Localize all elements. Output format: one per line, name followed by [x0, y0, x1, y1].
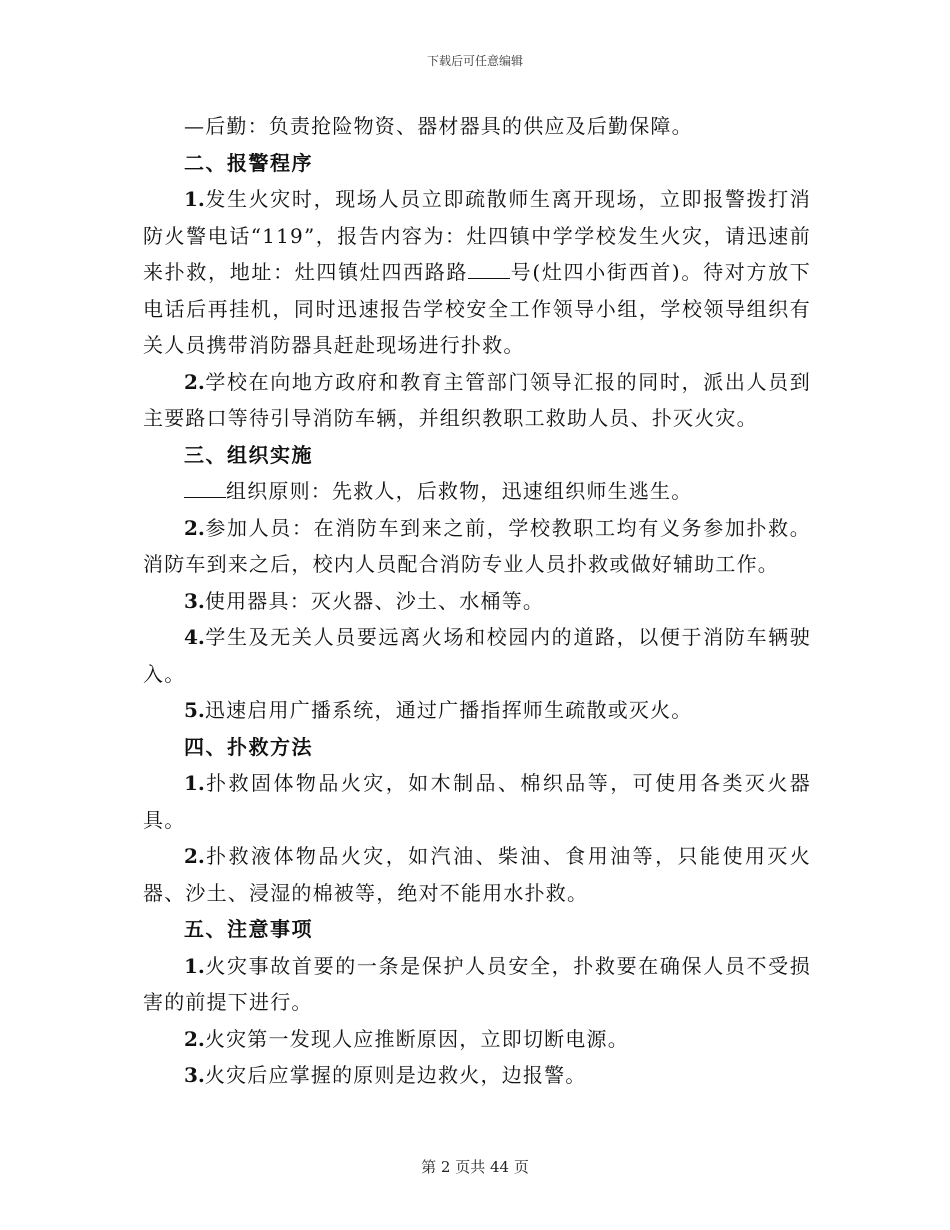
paragraph-text: 火灾事故首要的一条是保护人员安全，扑救要在确保人员不受损害的前提下进行。	[143, 953, 811, 1014]
item-number: 1.	[184, 953, 205, 978]
paragraph-precautions-2	[143, 1021, 811, 1058]
fill-blank	[468, 260, 510, 279]
paragraph-logistics: —后勤：负责抢险物资、器材器具的供应及后勤保障。	[184, 114, 693, 138]
paragraph-text: 使用器具：灭火器、沙土、水桶等。	[204, 588, 545, 613]
paragraph-text: 发生火灾时，现场人员立即疏散师生离开现场，立即报警拨打消防火警电话“119”，报告内容为：灶四镇中学学校发生火灾，请迅速前来扑救，地址：灶四镇灶四西路路	[143, 187, 811, 284]
paragraph-text: 学生及无关人员要远离火场和校园内的道路，以便于消防车辆驶入。	[143, 625, 811, 686]
section-heading-organization: 三、组织实施	[184, 442, 313, 467]
paragraph-organization-2	[143, 510, 811, 583]
document-body	[143, 108, 811, 1094]
paragraph-organization-1	[143, 473, 811, 510]
paragraph-organization-3	[143, 583, 811, 620]
item-number: 2.	[184, 1026, 205, 1051]
paragraph-text: 火灾第一发现人应推断原因，立即切断电源。	[204, 1026, 629, 1051]
paragraph-methods-1	[143, 765, 811, 838]
paragraph-text: 组织原则：先救人，后救物，迅速组织师生逃生。	[226, 479, 693, 503]
paragraph-text: 扑救液体物品火灾，如汽油、柴油、食用油等，只能使用灭火器、沙土、浸湿的棉被等，绝对不能用水扑救。	[143, 844, 811, 905]
item-number: 3.	[184, 588, 205, 613]
item-number: 2.	[184, 515, 205, 540]
paragraph-precautions-3	[143, 1057, 811, 1094]
section-heading-alarm-procedure: 二、报警程序	[184, 150, 313, 175]
paragraph-text: 火灾后应掌握的原则是边救火，边报警。	[204, 1063, 587, 1087]
section-heading-firefighting-methods: 四、扑救方法	[184, 734, 313, 759]
paragraph-text: 扑救固体物品火灾，如木制品、棉织品等，可使用各类灭火器具。	[143, 771, 811, 832]
paragraph-text: 参加人员：在消防车到来之前，学校教职工均有义务参加扑救。消防车到来之后，校内人员配合消防专业人员扑救或做好辅助工作。	[143, 515, 811, 576]
fill-blank	[184, 479, 226, 498]
section-heading-precautions: 五、注意事项	[184, 917, 313, 941]
paragraph-text: 号(灶四小街西首)。待对方放下电话后再挂机，同时迅速报告学校安全工作领导小组，学校领导组织有关人员携带消防器具赶赴现场进行扑救。	[143, 260, 812, 357]
paragraph-alarm-1	[143, 181, 811, 364]
paragraph-text: 迅速启用广播系统，通过广播指挥师生疏散或灭火。	[204, 698, 693, 722]
item-number: 2.	[184, 844, 205, 868]
page-footer: 第 2 页共 44 页	[421, 1158, 529, 1176]
paragraph-precautions-1	[143, 948, 811, 1021]
page-header: 下载后可任意编辑	[426, 54, 523, 68]
item-number: 1.	[184, 771, 205, 795]
item-number: 4.	[184, 625, 205, 649]
paragraph-methods-2	[143, 838, 811, 911]
paragraph-text: 学校在向地方政府和教育主管部门领导汇报的同时，派出人员到主要路口等待引导消防车辆，并组织教职工救助人员、扑灭火灾。	[143, 369, 811, 430]
paragraph-organization-5	[143, 692, 811, 729]
paragraph-organization-4	[143, 619, 811, 692]
item-number: 1.	[184, 187, 205, 211]
paragraph-alarm-2	[143, 364, 811, 437]
item-number: 5.	[184, 698, 205, 722]
item-number: 2.	[184, 369, 205, 394]
item-number: 3.	[184, 1063, 205, 1087]
